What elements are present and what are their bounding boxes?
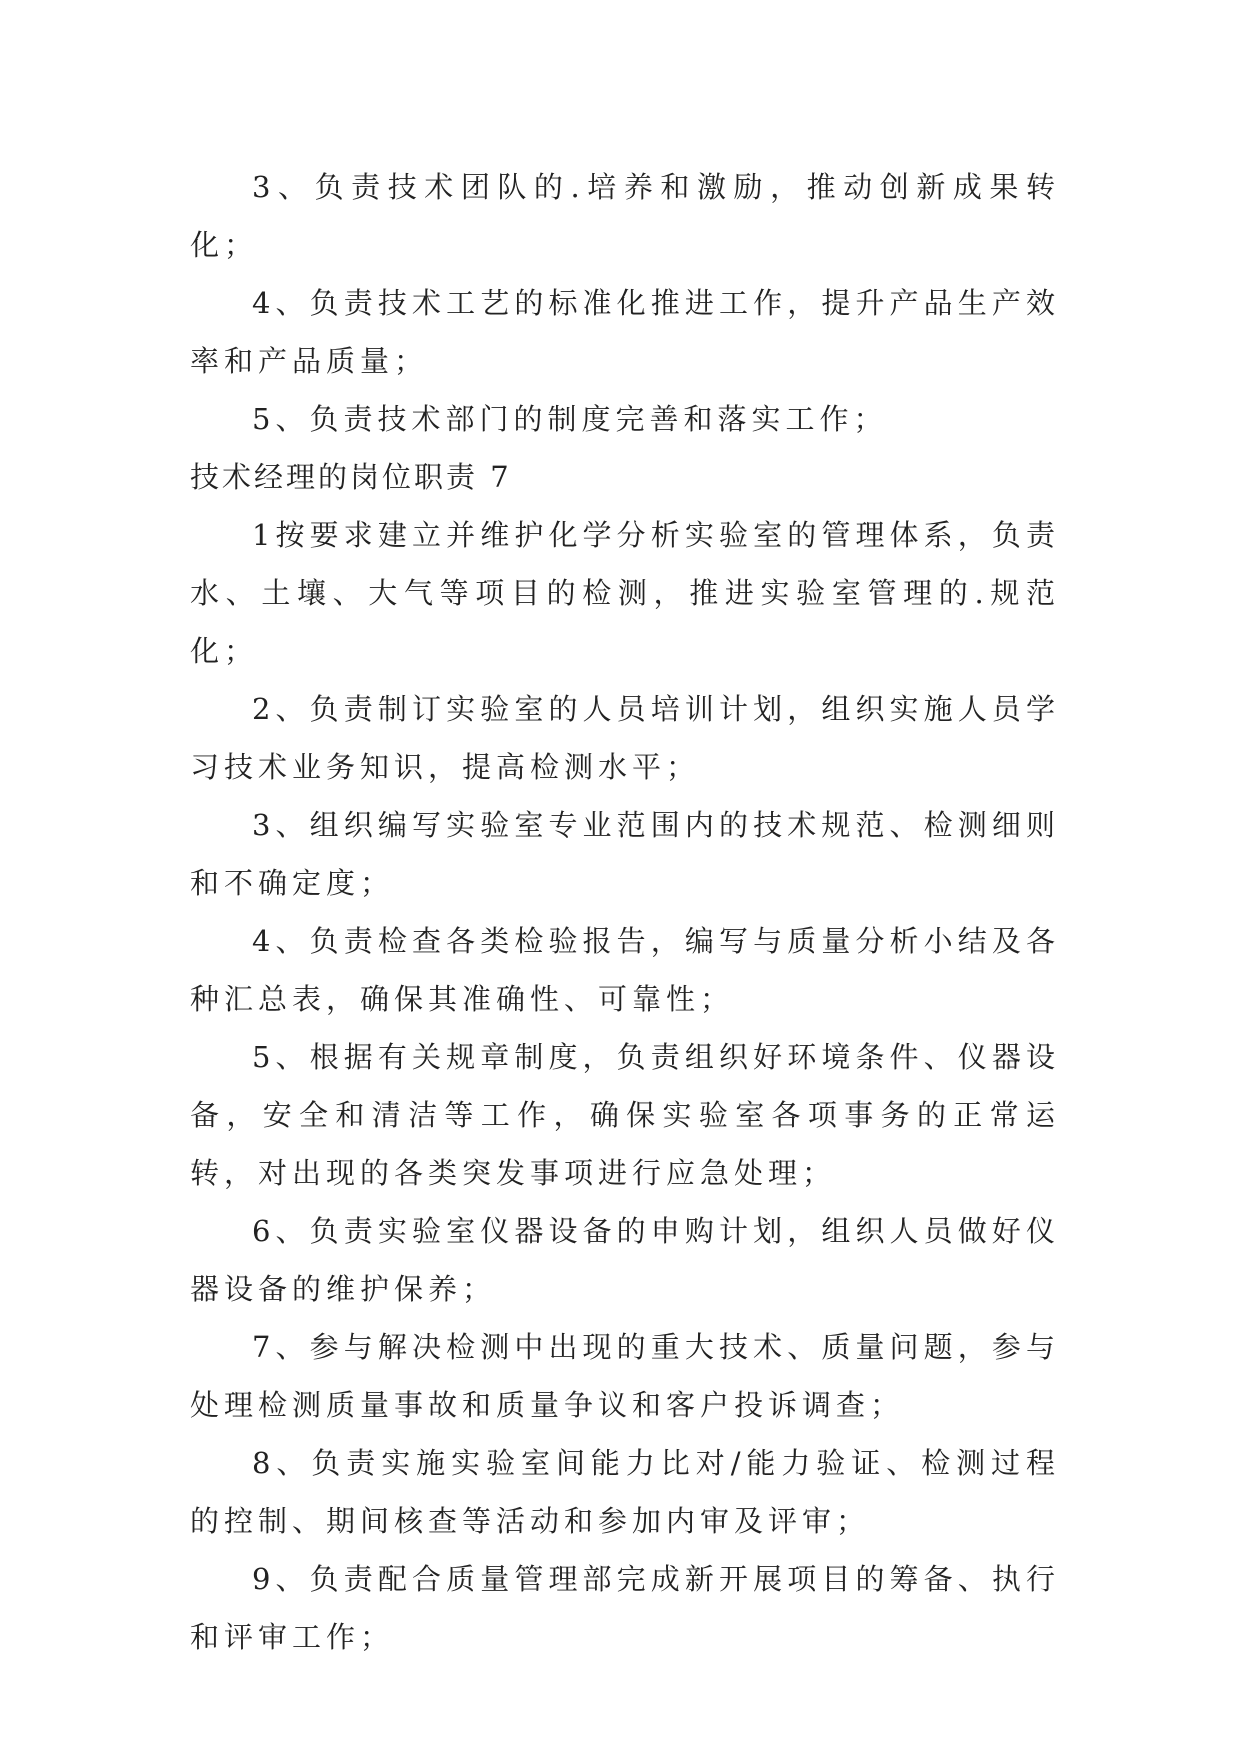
section-item-6: 6、负责实验室仪器设备的申购计划，组织人员做好仪器设备的维护保养；: [190, 1214, 1060, 1306]
section-item-7: 7、参与解决检测中出现的重大技术、质量问题，参与处理检测质量事故和质量争议和客户投诉调查；: [190, 1330, 1060, 1422]
duty-item-4: 4、负责技术工艺的标准化推进工作，提升产品生产效率和产品质量；: [190, 286, 1060, 378]
section-item-8: 8、负责实施实验室间能力比对/能力验证、检测过程的控制、期间核查等活动和参加内审及评审；: [190, 1446, 1060, 1538]
section-item-2: 2、负责制订实验室的人员培训计划，组织实施人员学习技术业务知识，提高检测水平；: [190, 692, 1060, 784]
section-item-9: 9、负责配合质量管理部完成新开展项目的筹备、执行和评审工作；: [190, 1562, 1060, 1654]
document-body: [190, 158, 1060, 1666]
section-title: 技术经理的岗位职责 7: [190, 460, 512, 494]
duty-item-3: 3、负责技术团队的.培养和激励，推动创新成果转化；: [190, 170, 1060, 262]
section-item-4: 4、负责检查各类检验报告，编写与质量分析小结及各种汇总表，确保其准确性、可靠性；: [190, 924, 1060, 1016]
section-item-1: 1按要求建立并维护化学分析实验室的管理体系，负责水、土壤、大气等项目的检测，推进实验室管理的.规范化；: [190, 518, 1060, 668]
section-item-3: 3、组织编写实验室专业范围内的技术规范、检测细则和不确定度；: [190, 808, 1060, 900]
section-item-5: 5、根据有关规章制度，负责组织好环境条件、仪器设备，安全和清洁等工作，确保实验室各项事务的正常运转，对出现的各类突发事项进行应急处理；: [190, 1040, 1060, 1190]
duty-item-5: 5、负责技术部门的制度完善和落实工作；: [252, 402, 888, 436]
